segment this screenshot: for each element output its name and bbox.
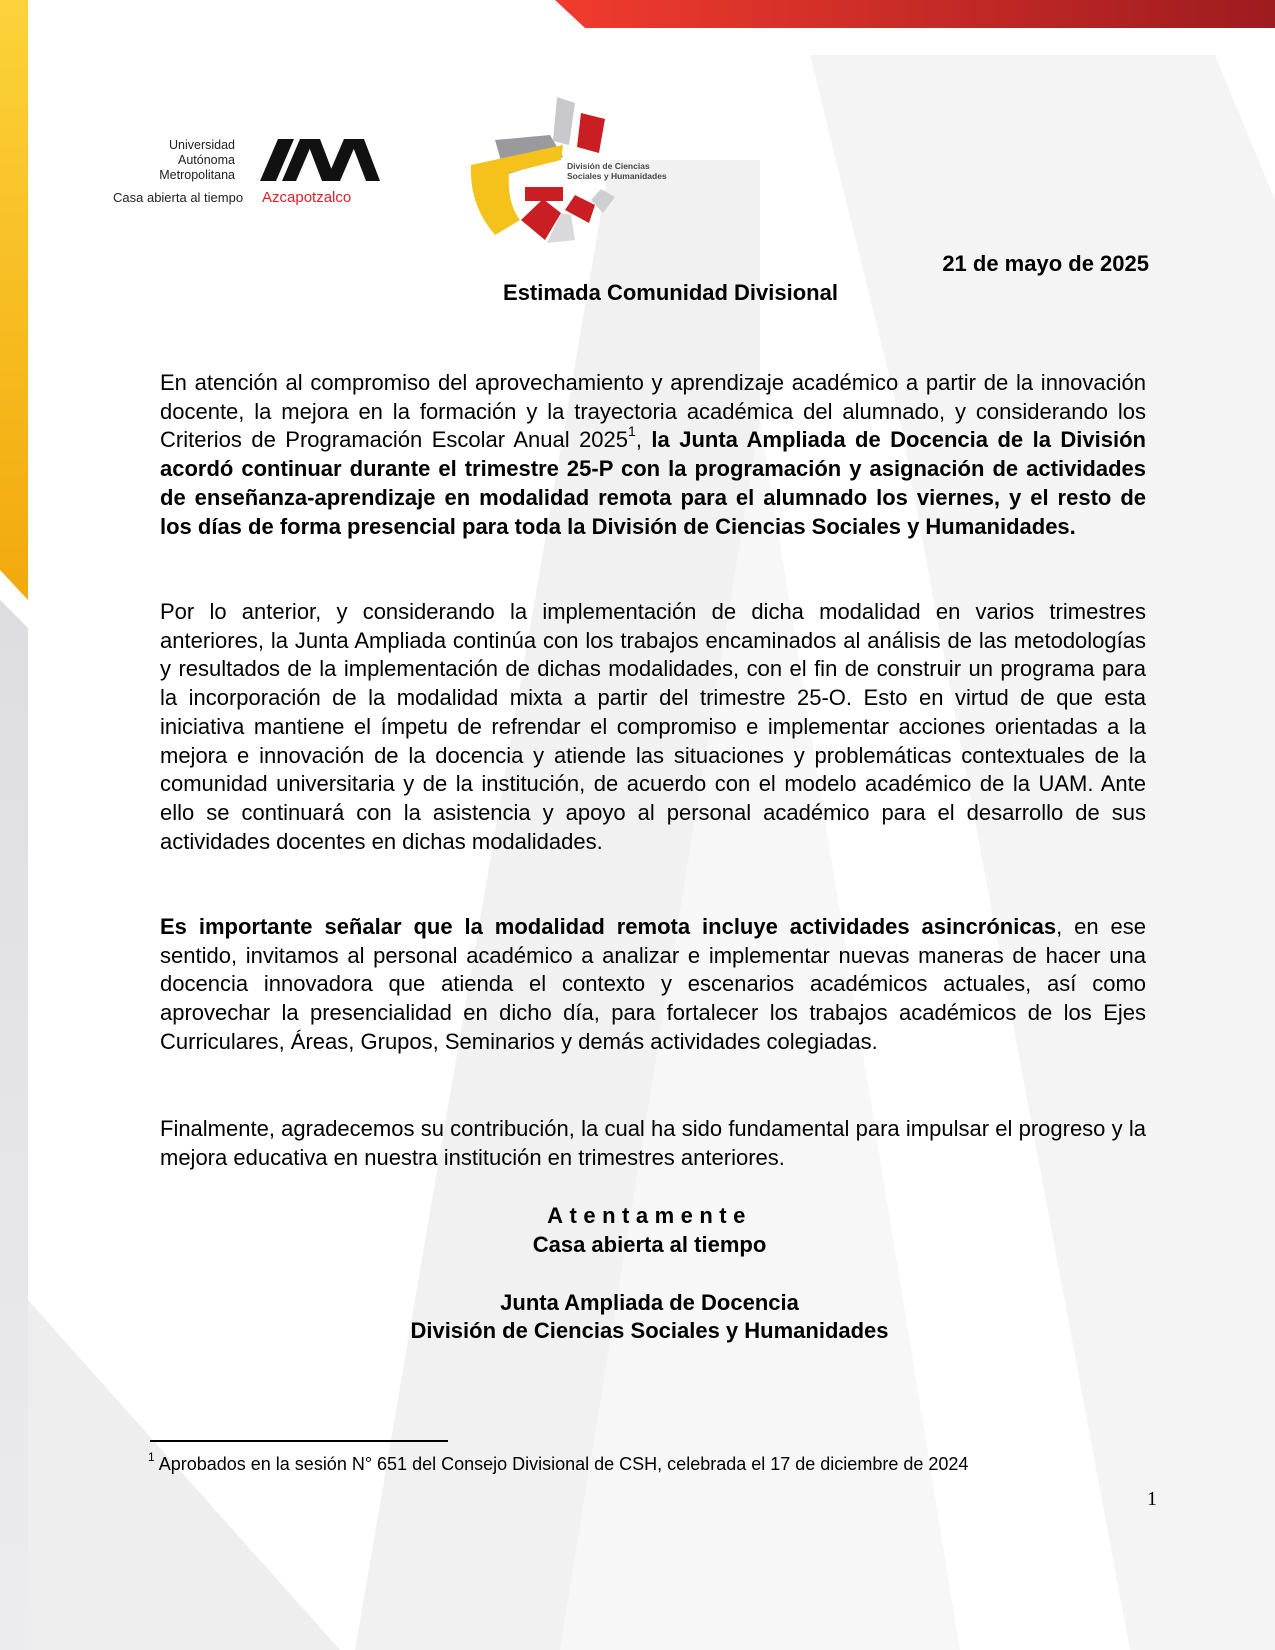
uam-campus-name: Azcapotzalco [262,189,352,206]
letter-greeting [0,280,1275,306]
csh-division-logo [465,95,705,255]
paragraph-3-bold: Es importante señalar que la modalidad remota incluye actividades asincrónicas [160,914,1057,939]
paragraph-3-text: , en ese sentido, invitamos al personal académico a analizar e implementar nuevas maneras de hacer una docencia innovadora que atienda el contexto y escenarios académicos actuales, así como aprovechar la presencialidad en dicho día, para fortalecer los trabajos académicos de los Ejes Curriculares, Áreas, Grupos, Seminarios y demás actividades colegiadas. [160,914,1147,1054]
csh-name-line2: Sociales y Humanidades [567,171,667,181]
signer-division: División de Ciencias Sociales y Humanidades [410,1318,889,1343]
paragraph-1-text: En atención al compromiso del aprovechamiento y aprendizaje académico a partir de la innovación docente, la mejora en la formación y la trayectoria académica del alumnado, y considerando los Criterios de Programación Escolar Anual 2025 [160,370,1146,453]
left-grey-band [0,600,28,1650]
uam-emblem-icon [260,137,380,182]
closing-salutation: Atentamente [547,1203,752,1228]
closing-motto: Casa abierta al tiempo [532,1232,767,1257]
signer-name: Junta Ampliada de Docencia [500,1290,799,1315]
uam-name-line2: Autónoma [178,153,235,167]
bg-lower-left-shape [28,1300,340,1650]
paragraph-3 [160,913,1146,1057]
footnote-separator [150,1440,448,1442]
paragraph-1-comma: , [635,427,652,453]
footnote-mark: 1 [148,1450,155,1464]
footnote-text: Aprobados en la sesión N° 651 del Consejo Divisional de CSH, celebrada el 17 de diciembre de 2024 [158,1454,969,1474]
uam-logo [110,135,375,210]
top-red-band [555,0,1275,28]
paragraph-1 [160,369,1146,541]
paragraph-4: Finalmente, agradecemos su contribución, la cual ha sido fundamental para impulsar el progreso y la mejora educativa en nuestra institución en trimestres anteriores. [160,1116,1146,1170]
letter-date: 21 de mayo de 2025 [942,251,1149,276]
csh-division-name [567,161,667,181]
uam-motto: Casa abierta al tiempo [113,190,244,205]
paragraph-2: Por lo anterior, y considerando la implementación de dicha modalidad en varios trimestres anteriores, la Junta Ampliada continúa con los trabajos encaminados al análisis de las metodologías y resultados de la implementación de dichas modalidades, con el fin de construir un programa para la incorporación de la modalidad mixta a partir del trimestre 25-O. Esto en virtud de que esta iniciativa mantiene el ímpetu de refrendar el compromiso e implementar acciones orientadas a la mejora e innovación de la docencia y atiende las situaciones y problemáticas contextuales de la comunidad universitaria y de la institución, de acuerdo con el modelo académico de la UAM. Ante ello se continuará con la asistencia y apoyo al personal académico para el desarrollo de sus actividades docentes en dichas modalidades. [160,599,1146,854]
page-number: 1 [1147,1488,1157,1510]
csh-name-line1: División de Ciencias [567,161,650,171]
paragraph-1-bold: la Junta Ampliada de Docencia de la División acordó continuar durante el trimestre 25-P con la programación y asignación de actividades de enseñanza-aprendizaje en modalidad remota para el alumnado los viernes, y el resto de los días de forma presencial para toda la División de Ciencias Sociales y Humanidades. [160,427,1146,539]
uam-name-line1: Universidad [168,138,235,152]
footnote [148,1450,969,1475]
uam-name-line3: Metropolitana [159,168,235,182]
greeting-text: Estimada Comunidad Divisional [503,280,838,305]
footnote-reference: 1 [628,423,636,440]
